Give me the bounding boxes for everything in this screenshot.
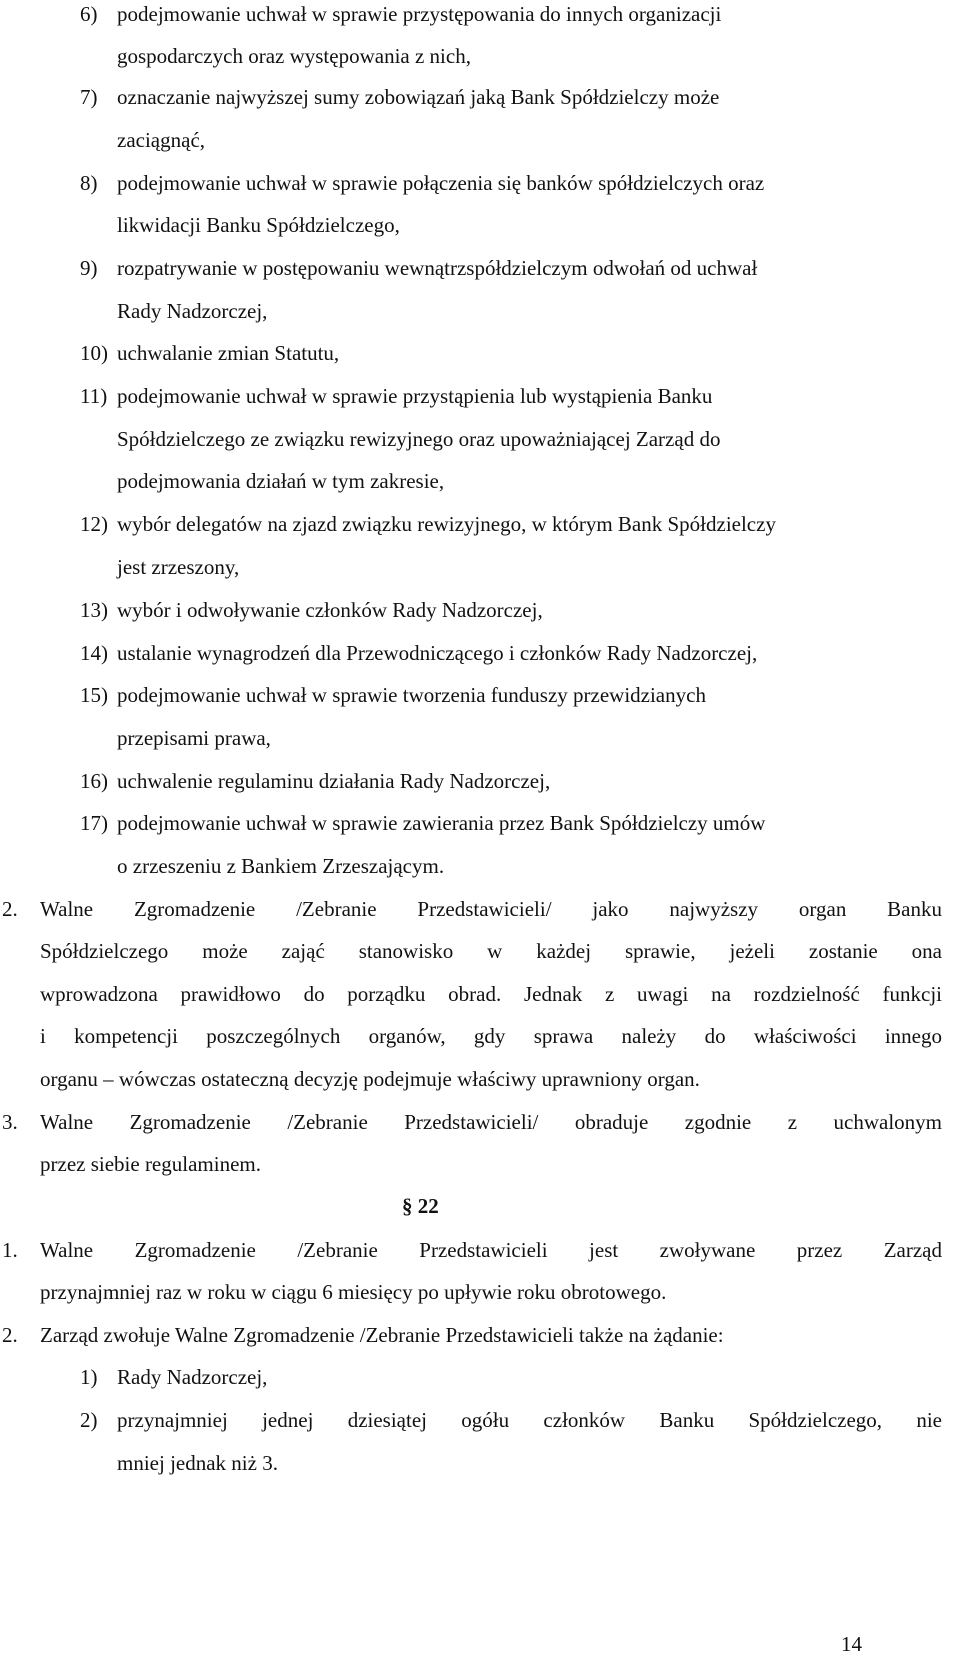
- list-item-text: mniej jednak niż 3.: [117, 1451, 278, 1475]
- list-item-text: o zrzeszeniu z Bankiem Zrzeszającym.: [117, 854, 445, 878]
- list-item-text: podejmowanie uchwał w sprawie tworzenia funduszy przewidzianych: [117, 683, 706, 707]
- paragraph-line: Walne Zgromadzenie /Zebranie Przedstawicieli jest zwoływane przez Zarząd: [40, 1238, 942, 1262]
- list-item-number: 17): [80, 811, 108, 835]
- paragraph-line: przynajmniej raz w roku w ciągu 6 miesięcy po upływie roku obrotowego.: [40, 1280, 667, 1304]
- list-item-text: podejmowanie uchwał w sprawie zawierania przez Bank Spółdzielczy umów: [117, 811, 766, 835]
- paragraph-line: Zarząd zwołuje Walne Zgromadzenie /Zebranie Przedstawicieli także na żądanie:: [40, 1323, 724, 1347]
- list-item-number: 10): [80, 341, 108, 365]
- list-item-number: 9): [80, 256, 98, 280]
- list-item-text: przepisami prawa,: [117, 726, 271, 750]
- list-item-number: 11): [80, 384, 108, 408]
- list-item-text: ustalanie wynagrodzeń dla Przewodniczącego i członków Rady Nadzorczej,: [117, 641, 758, 665]
- paragraph-number: 2.: [2, 1323, 18, 1347]
- list-item-text: likwidacji Banku Spółdzielczego,: [117, 213, 400, 237]
- list-item-number: 15): [80, 683, 108, 707]
- paragraph-line: organu – wówczas ostateczną decyzję podejmuje właściwy uprawniony organ.: [40, 1067, 700, 1091]
- list-item-text: zaciągnąć,: [117, 128, 206, 152]
- list-item-number: 2): [80, 1408, 98, 1432]
- list-item-text: przynajmniej jednej dziesiątej ogółu członków Banku Spółdzielczego, nie: [117, 1408, 942, 1432]
- paragraph-line: przez siebie regulaminem.: [40, 1152, 261, 1176]
- list-item-text: podejmowania działań w tym zakresie,: [117, 469, 445, 493]
- list-item-number: 16): [80, 769, 108, 793]
- list-item-text: uchwalenie regulaminu działania Rady Nadzorczej,: [117, 769, 551, 793]
- list-item-text: jest zrzeszony,: [117, 555, 240, 579]
- paragraph-number: 2.: [2, 897, 18, 921]
- list-item-number: 14): [80, 641, 108, 665]
- list-item-text: podejmowanie uchwał w sprawie połączenia się banków spółdzielczych oraz: [117, 171, 765, 195]
- list-item-number: 8): [80, 171, 98, 195]
- list-item-text: podejmowanie uchwał w sprawie przystąpienia lub wystąpienia Banku: [117, 384, 713, 408]
- paragraph-number: 1.: [2, 1238, 18, 1262]
- paragraph-line: Walne Zgromadzenie /Zebranie Przedstawicieli/ obraduje zgodnie z uchwalonym: [40, 1110, 942, 1134]
- list-item-number: 12): [80, 512, 108, 536]
- list-item-number: 13): [80, 598, 108, 622]
- list-item-text: gospodarczych oraz występowania z nich,: [117, 44, 471, 68]
- paragraph-line: i kompetencji poszczególnych organów, gdy sprawa należy do właściwości innego: [40, 1024, 942, 1048]
- paragraph-line: Walne Zgromadzenie /Zebranie Przedstawicieli/ jako najwyższy organ Banku: [40, 897, 942, 921]
- list-item-text: Spółdzielczego ze związku rewizyjnego oraz upoważniającej Zarząd do: [117, 427, 721, 451]
- paragraph-line: wprowadzona prawidłowo do porządku obrad. Jednak z uwagi na rozdzielność funkcji: [40, 982, 942, 1006]
- list-item-text: Rady Nadzorczej,: [117, 299, 268, 323]
- list-item-text: oznaczanie najwyższej sumy zobowiązań jaką Bank Spółdzielczy może: [117, 85, 720, 109]
- list-item-text: wybór i odwoływanie członków Rady Nadzorczej,: [117, 598, 543, 622]
- list-item-text: podejmowanie uchwał w sprawie przystępowania do innych organizacji: [117, 2, 722, 26]
- paragraph-line: Spółdzielczego może zająć stanowisko w każdej sprawie, jeżeli zostanie ona: [40, 939, 942, 963]
- list-item-number: 7): [80, 85, 98, 109]
- paragraph-number: 3.: [2, 1110, 18, 1134]
- list-item-number: 6): [80, 2, 98, 26]
- list-item-text: rozpatrywanie w postępowaniu wewnątrzspółdzielczym odwołań od uchwał: [117, 256, 758, 280]
- list-item-text: Rady Nadzorczej,: [117, 1365, 268, 1389]
- list-item-number: 1): [80, 1365, 98, 1389]
- section-heading: § 22: [402, 1194, 439, 1218]
- list-item-text: uchwalanie zmian Statutu,: [117, 341, 340, 365]
- list-item-text: wybór delegatów na zjazd związku rewizyjnego, w którym Bank Spółdzielczy: [117, 512, 776, 536]
- page-number: 14: [841, 1632, 862, 1656]
